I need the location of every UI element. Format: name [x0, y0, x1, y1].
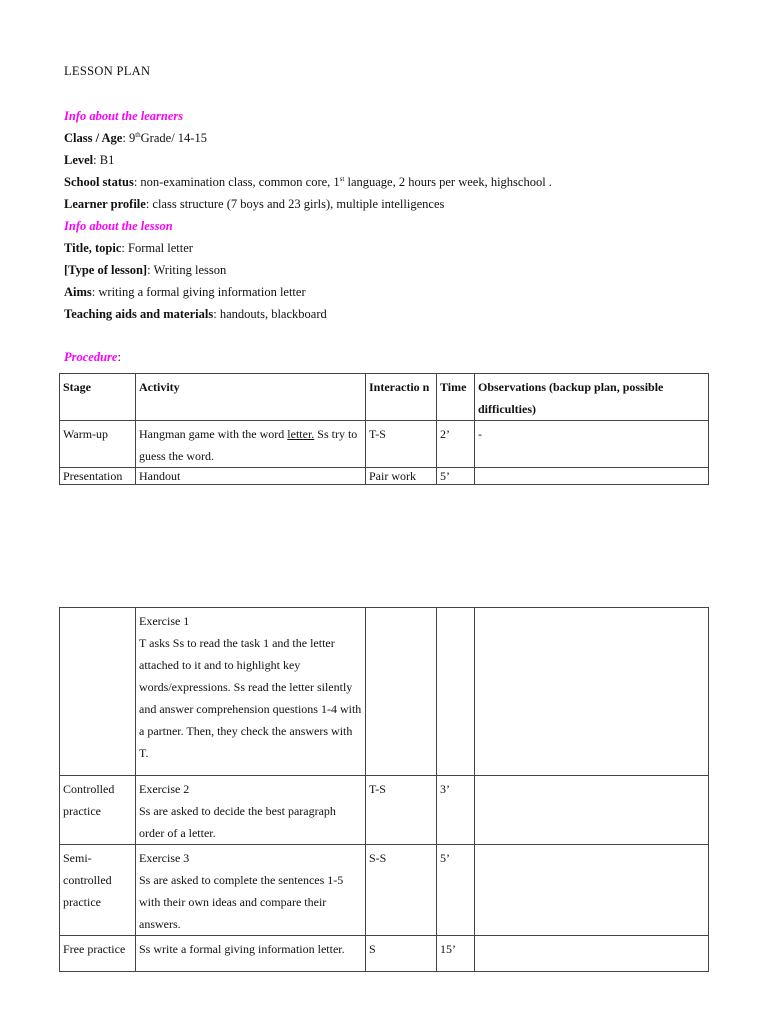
time-cell: 5’	[437, 468, 475, 485]
time-cell: 5’	[437, 845, 475, 936]
stage-cell: Semi-controlled practice	[60, 845, 136, 936]
table-header-row	[60, 374, 709, 421]
exercise-description: Ss write a formal giving information letter.	[139, 942, 345, 956]
time-cell	[437, 608, 475, 776]
document-title: LESSON PLAN	[64, 64, 151, 78]
interaction-cell: T-S	[366, 421, 437, 468]
stage-cell: Presentation	[60, 468, 136, 485]
interaction-cell: S	[366, 936, 437, 972]
header-activity: Activity	[136, 374, 366, 421]
learner-profile-value: : class structure (7 boys and 23 girls), multiple intelligences	[145, 197, 445, 211]
class-age-line	[64, 131, 207, 146]
exercise-title: Exercise 2	[139, 782, 190, 796]
level-value: : B1	[93, 153, 115, 167]
class-age-pre: : 9	[122, 131, 136, 145]
school-status-label: School status	[64, 175, 134, 189]
table-row	[60, 936, 709, 972]
stage-cell: Controlled practice	[60, 776, 136, 845]
time-cell: 3’	[437, 776, 475, 845]
class-age-label: Class / Age	[64, 131, 123, 145]
level-label: Level	[64, 153, 94, 167]
observations-cell	[475, 608, 709, 776]
header-stage: Stage	[60, 374, 136, 421]
aims-value: : writing a formal giving information letter	[91, 285, 306, 299]
stage-cell: Warm-up	[60, 421, 136, 468]
procedure-label: Procedure	[64, 350, 118, 364]
learner-profile-label: Learner profile	[64, 197, 146, 211]
type-of-lesson-line	[64, 263, 226, 278]
school-status-line	[64, 175, 552, 190]
procedure-heading	[64, 350, 121, 365]
header-interaction: Interactio n	[366, 374, 437, 421]
stage-cell	[60, 608, 136, 776]
activity-text: Hangman game with the word	[139, 427, 288, 441]
table-row	[60, 468, 709, 485]
observations-cell	[475, 776, 709, 845]
exercise-description: T asks Ss to read the task 1 and the letter attached to it and to highlight key words/expressions. Ss read the letter silently and answer comprehension questions 1-4 with a partner. Then, they check the answers with T.	[139, 636, 362, 760]
school-status-post: language, 2 hours per week, highschool .	[344, 175, 552, 189]
school-status-sup: st	[339, 174, 345, 183]
activity-cell	[136, 845, 366, 936]
aims-label: Aims	[64, 285, 92, 299]
aims-line	[64, 285, 306, 300]
exercise-title: Exercise 1	[139, 614, 190, 628]
header-time: Time	[437, 374, 475, 421]
teaching-aids-line	[64, 307, 327, 322]
title-topic-line	[64, 241, 193, 256]
interaction-cell	[366, 608, 437, 776]
class-age-sup: th	[135, 130, 141, 139]
learner-profile-line	[64, 197, 444, 212]
stage-cell: Free practice	[60, 936, 136, 972]
activity-cell: Handout	[136, 468, 366, 485]
exercise-title: Exercise 3	[139, 851, 190, 865]
activity-cell	[136, 936, 366, 972]
teaching-aids-label: Teaching aids and materials	[64, 307, 214, 321]
level-line	[64, 153, 114, 168]
observations-cell	[475, 468, 709, 485]
class-age-post: Grade/ 14-15	[140, 131, 207, 145]
observations-cell	[475, 845, 709, 936]
activity-underlined-word: letter.	[287, 427, 315, 441]
type-of-lesson-label: [Type of lesson]	[64, 263, 148, 277]
observations-cell: -	[475, 421, 709, 468]
exercise-description: Ss are asked to complete the sentences 1-5 with their own ideas and compare their answers.	[139, 873, 344, 931]
observations-cell	[475, 936, 709, 972]
time-cell: 15’	[437, 936, 475, 972]
lesson-heading: Info about the lesson	[64, 219, 173, 233]
learners-heading: Info about the learners	[64, 109, 184, 123]
table-row	[60, 845, 709, 936]
table-row	[60, 776, 709, 845]
interaction-cell: T-S	[366, 776, 437, 845]
activity-cell	[136, 608, 366, 776]
title-topic-label: Title, topic	[64, 241, 122, 255]
exercise-description: Ss are asked to decide the best paragraph order of a letter.	[139, 804, 336, 840]
type-of-lesson-value: : Writing lesson	[147, 263, 227, 277]
procedure-table-2	[59, 607, 709, 972]
activity-cell	[136, 421, 366, 468]
interaction-cell: Pair work	[366, 468, 437, 485]
title-topic-value: : Formal letter	[121, 241, 193, 255]
school-status-pre: : non-examination class, common core, 1	[133, 175, 340, 189]
activity-cell	[136, 776, 366, 845]
procedure-table-1	[59, 373, 709, 485]
table-row	[60, 421, 709, 468]
header-observations: Observations (backup plan, possible difficulties)	[475, 374, 709, 421]
time-cell: 2’	[437, 421, 475, 468]
activity-text-end: Ss try to guess the word.	[139, 427, 358, 463]
procedure-colon: :	[117, 350, 121, 364]
interaction-cell: S-S	[366, 845, 437, 936]
teaching-aids-value: : handouts, blackboard	[213, 307, 327, 321]
table-row	[60, 608, 709, 776]
